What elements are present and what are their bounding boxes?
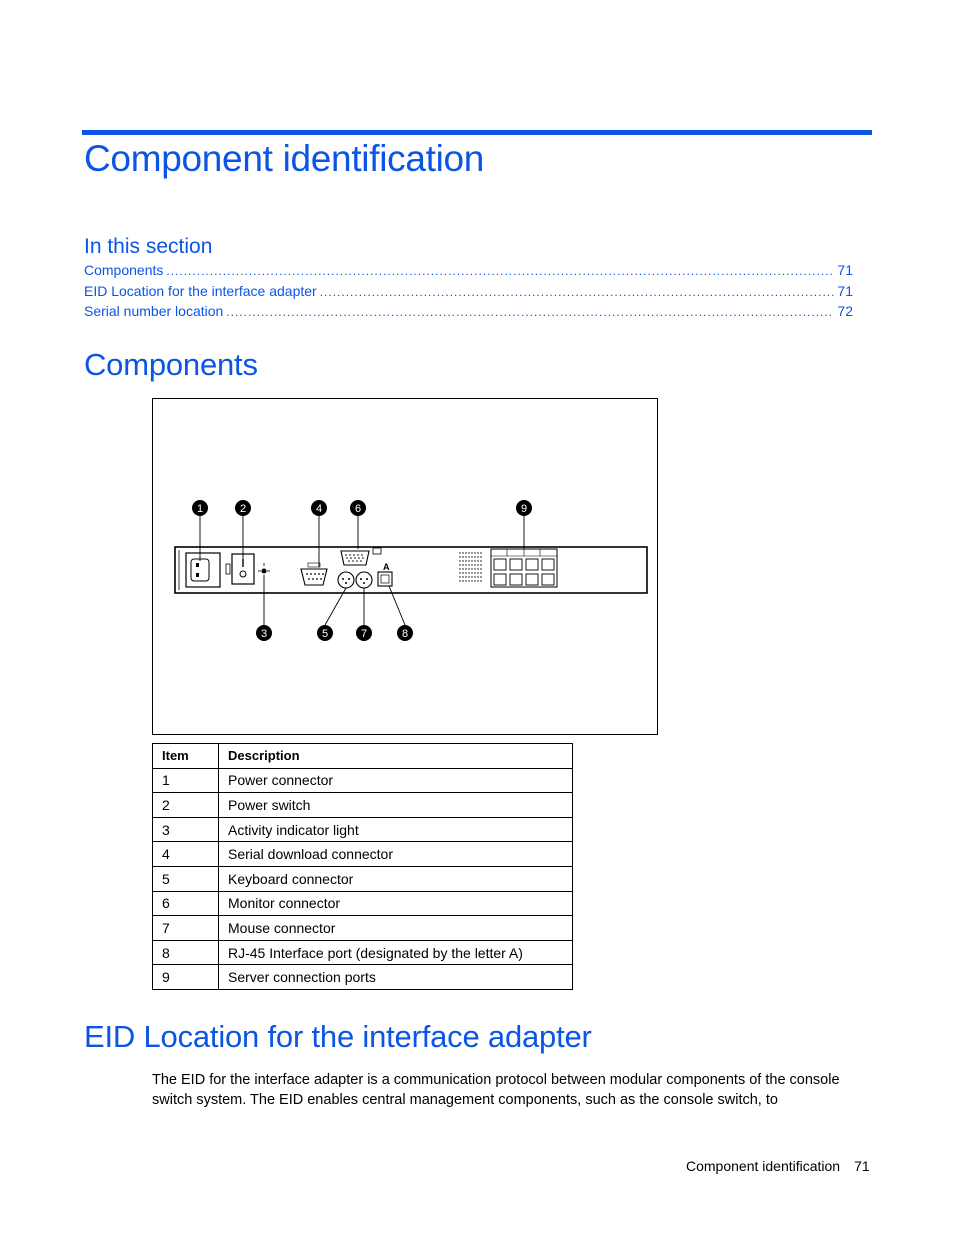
toc-page: 71 [837,262,853,278]
table-row [153,940,573,965]
description-cell: Server connection ports [219,965,573,990]
components-heading: Components [84,347,258,382]
toc-link-components[interactable] [84,262,853,283]
callout-9-label: 9 [520,503,528,515]
item-cell: 3 [153,817,219,842]
port-letter: A [383,562,390,572]
toc-leader [320,285,835,299]
eid-paragraph: The EID for the interface adapter is a communication protocol between modular components of the console switch system. The EID enables central management components, such as the console switch, to [152,1072,840,1108]
toc-leader [166,264,834,278]
title-rule [82,130,872,135]
table-row [153,916,573,941]
serial-connector-icon [301,569,327,585]
table-row [153,891,573,916]
footer-section-title: Component identification [686,1158,841,1174]
footer-page-number: 71 [854,1158,870,1174]
callout-1-label: 1 [196,503,204,515]
table-of-contents [84,262,853,324]
eid-location-heading: EID Location for the interface adapter [84,1019,592,1054]
page-title: Component identification [84,138,485,179]
callout-4-label: 4 [315,503,323,515]
toc-link-eid-location[interactable] [84,283,853,304]
table-row [153,817,573,842]
table-row [153,866,573,891]
item-cell: 1 [153,768,219,793]
toc-label: EID Location for the interface adapter [84,282,317,299]
item-cell: 9 [153,965,219,990]
item-cell: 8 [153,940,219,965]
table-row [153,965,573,990]
table-row [153,768,573,793]
description-cell: Monitor connector [219,891,573,916]
callout-2-label: 2 [239,503,247,515]
callout-8-label: 8 [401,628,409,640]
item-cell: 7 [153,916,219,941]
description-cell: Mouse connector [219,916,573,941]
table-header-row [153,744,573,769]
callout-6-label: 6 [354,503,362,515]
toc-leader [226,305,834,319]
callout-5-label: 5 [321,628,329,640]
rear-panel-figure [152,398,658,735]
item-cell: 6 [153,891,219,916]
description-cell: Serial download connector [219,842,573,867]
in-this-section-heading: In this section [84,235,213,258]
rear-panel-diagram [153,399,659,736]
item-cell: 5 [153,866,219,891]
column-header-description: Description [219,744,573,769]
components-table [152,743,573,990]
table-row [153,842,573,867]
toc-page: 72 [837,303,853,319]
activity-led-icon [262,569,267,574]
callout-3-label: 3 [260,628,268,640]
toc-page: 71 [837,282,853,299]
toc-link-serial-number[interactable] [84,303,853,324]
keyboard-connector-icon [338,572,354,588]
toc-label: Components [84,262,164,278]
description-cell: Keyboard connector [219,866,573,891]
column-header-item: Item [153,744,219,769]
mouse-connector-icon [356,572,372,588]
rj45-port-icon [378,572,392,586]
table-row [153,793,573,818]
description-cell: RJ-45 Interface port (designated by the letter A) [219,940,573,965]
description-cell: Power switch [219,793,573,818]
callout-7-label: 7 [360,628,368,640]
toc-label: Serial number location [84,303,224,319]
page-footer [686,1158,870,1174]
description-cell: Activity indicator light [219,817,573,842]
item-cell: 4 [153,842,219,867]
item-cell: 2 [153,793,219,818]
description-cell: Power connector [219,768,573,793]
